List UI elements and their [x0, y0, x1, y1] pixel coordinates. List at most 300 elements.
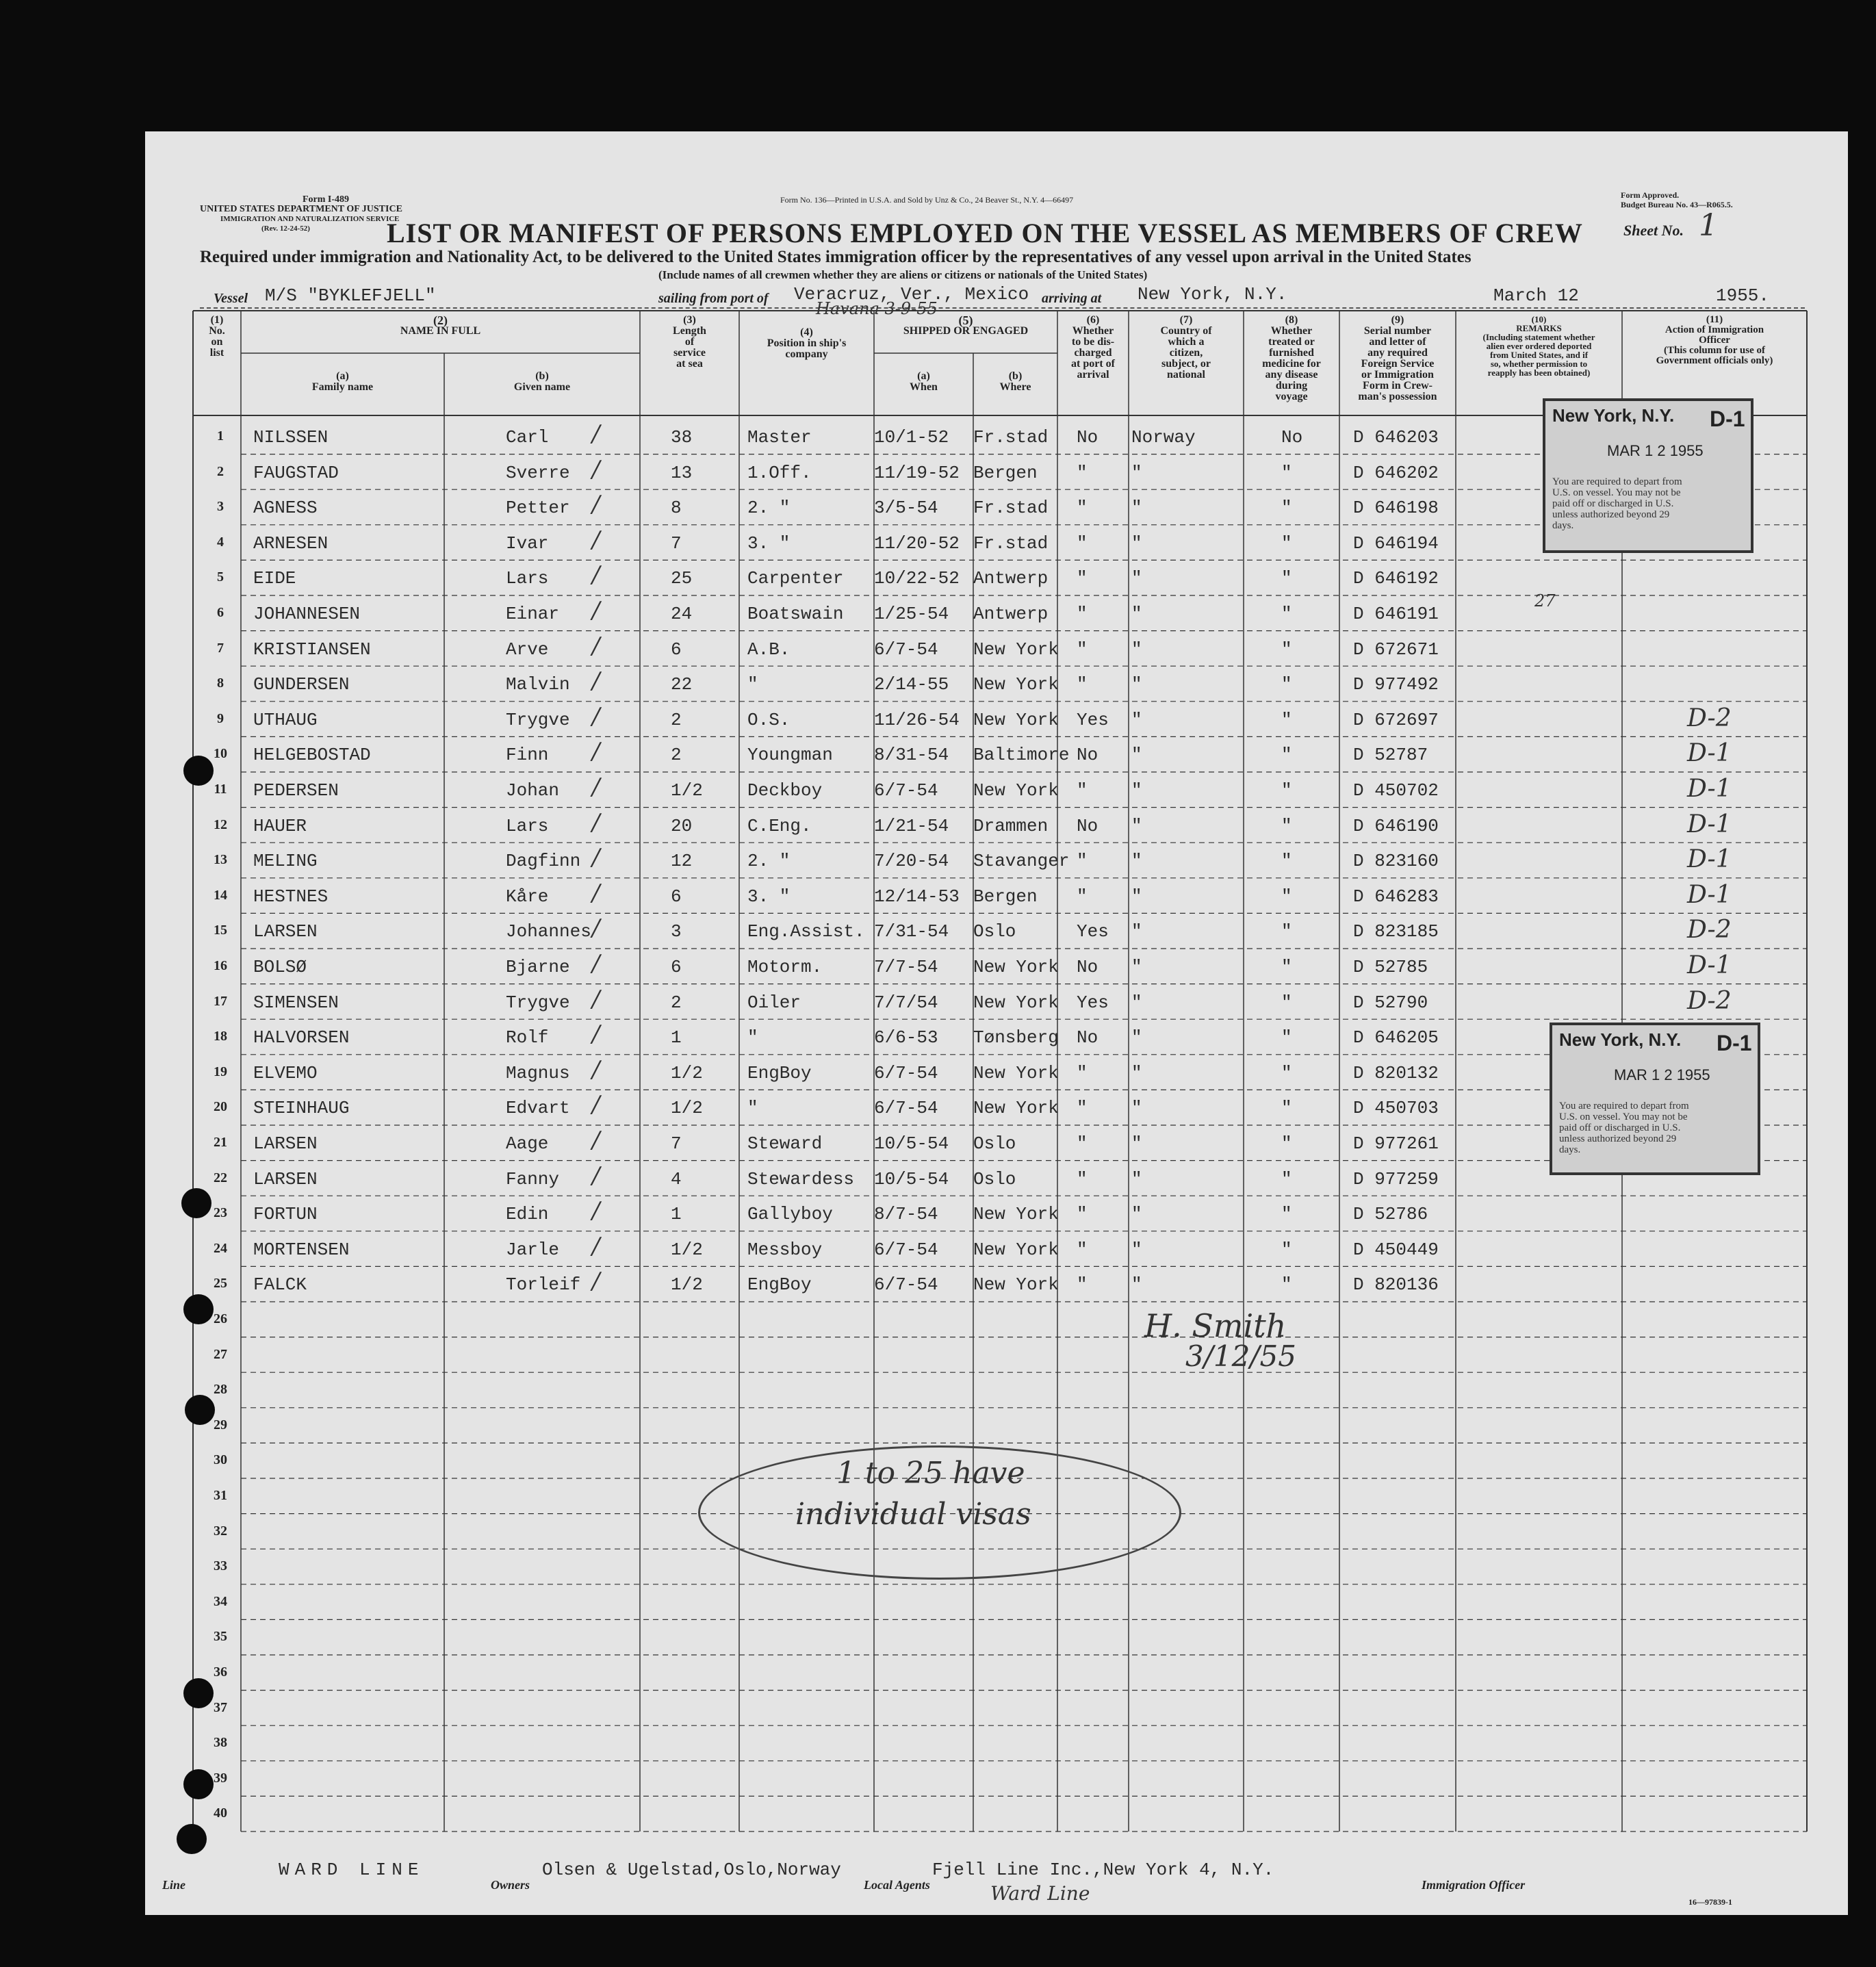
crew-family-name: BOLSØ — [253, 957, 307, 977]
crew-position: Youngman — [747, 745, 833, 766]
crew-country: " — [1131, 1274, 1142, 1296]
column-header-text: (1) — [210, 314, 224, 326]
column-header-text: Whether — [1270, 325, 1313, 337]
printer-line: Form No. 136—Printed in U.S.A. and Sold by Unz & Co., 24 Beaver St., N.Y. 4—66497 — [780, 195, 1074, 205]
form-revision: (Rev. 12-24-52) — [261, 224, 310, 233]
crew-position: 2. " — [747, 498, 791, 519]
crew-family-name: AGNESS — [253, 498, 318, 519]
column-header-text: Serial number — [1363, 325, 1432, 337]
crew-discharged: " — [1077, 568, 1088, 589]
crew-serial-number: D 646192 — [1353, 568, 1439, 589]
crew-shipped-where: Oslo — [973, 1133, 1016, 1154]
crew-service-length: 6 — [671, 957, 682, 977]
column-header-text: (a) — [917, 370, 930, 382]
column-header-text: (b) — [535, 370, 549, 382]
crew-treated: " — [1281, 532, 1292, 554]
column-header-text: which a — [1168, 336, 1205, 348]
column-header-text: alien ever ordered deported — [1486, 341, 1592, 351]
crew-country: " — [1131, 780, 1142, 801]
crew-given-name: Jarle — [506, 1239, 560, 1260]
column-header-text: Government officials only) — [1656, 355, 1773, 366]
punch-hole — [183, 1294, 214, 1324]
crew-treated: " — [1281, 462, 1292, 483]
crew-shipped-when: 12/14-53 — [874, 886, 960, 907]
crew-serial-number: D 646283 — [1353, 886, 1439, 907]
stamp-date: MAR 1 2 1955 — [1607, 442, 1704, 459]
crew-service-length: 1/2 — [671, 1098, 703, 1119]
page-title: LIST OR MANIFEST OF PERSONS EMPLOYED ON THE VESSEL AS MEMBERS OF CREW — [387, 218, 1583, 248]
crew-serial-number: D 646203 — [1353, 427, 1439, 448]
check-mark-icon: / — [592, 1055, 600, 1083]
crew-discharged: No — [1077, 1027, 1098, 1049]
crew-treated: " — [1281, 921, 1292, 942]
row-number: 7 — [217, 640, 224, 656]
approval-line-1: Form Approved. — [1621, 190, 1680, 200]
crew-serial-number: D 52790 — [1353, 992, 1428, 1013]
column-header-text: (9) — [1391, 314, 1404, 326]
crew-given-name: Lars — [506, 815, 549, 836]
column-header-text: national — [1166, 369, 1205, 381]
sheet-number: 1 — [1699, 208, 1718, 243]
column-header-text: REMARKS — [1516, 323, 1562, 333]
crew-shipped-when: 7/20-54 — [874, 851, 949, 872]
row-number: 2 — [217, 463, 224, 479]
column-header-text: and letter of — [1369, 336, 1426, 348]
crew-service-length: 6 — [671, 886, 682, 907]
check-mark-icon: / — [592, 667, 600, 695]
crew-discharged: No — [1077, 745, 1098, 766]
crew-country: " — [1131, 851, 1142, 872]
crew-country: " — [1131, 921, 1142, 942]
crew-serial-number: D 820136 — [1353, 1274, 1439, 1296]
column-header-text: treated or — [1268, 336, 1315, 348]
column-header-text: service — [673, 347, 706, 359]
crew-family-name: HELGEBOSTAD — [253, 745, 371, 766]
crew-treated: " — [1281, 639, 1292, 660]
crew-discharged: " — [1077, 674, 1088, 695]
include-note: (Include names of all crewmen whether they are aliens or citizens or nationals of the United States) — [658, 268, 1148, 281]
crew-given-name: Johan — [506, 780, 560, 801]
crew-country: " — [1131, 1133, 1142, 1154]
row-number: 26 — [214, 1311, 227, 1326]
column-header-text: during — [1275, 380, 1308, 391]
crew-given-name: Finn — [506, 745, 549, 766]
page-subtitle: Required under immigration and Nationality Act, to be delivered to the United States immigration officer by the representatives of any vessel upon arrival in the United States — [200, 248, 1472, 266]
crew-shipped-when: 6/6-53 — [874, 1027, 938, 1049]
crew-country: " — [1131, 639, 1142, 660]
crew-country: " — [1131, 1098, 1142, 1119]
crew-discharged: " — [1077, 780, 1088, 801]
crew-family-name: HALVORSEN — [253, 1027, 350, 1049]
crew-position: Stewardess — [747, 1168, 855, 1190]
crew-given-name: Magnus — [506, 1062, 570, 1083]
crew-serial-number: D 672697 — [1353, 709, 1439, 730]
crew-family-name: ELVEMO — [253, 1062, 318, 1083]
crew-country: " — [1131, 532, 1142, 554]
crew-service-length: 24 — [671, 604, 693, 624]
immigration-action-code: D-2 — [1687, 916, 1732, 944]
crew-service-length: 6 — [671, 639, 682, 660]
crew-service-length: 3 — [671, 921, 682, 942]
crew-position: " — [747, 674, 758, 695]
row-number: 15 — [214, 923, 227, 938]
punch-hole — [183, 1769, 214, 1799]
crew-family-name: HAUER — [253, 815, 307, 836]
crew-serial-number: D 977492 — [1353, 674, 1439, 695]
check-mark-icon: / — [592, 597, 600, 624]
crew-shipped-where: New York — [973, 1062, 1059, 1083]
crew-discharged: Yes — [1077, 709, 1109, 730]
row-number: 8 — [217, 676, 224, 691]
crew-serial-number: D 823185 — [1353, 921, 1439, 942]
column-header-text: Foreign Service — [1361, 358, 1435, 370]
crew-discharged: " — [1077, 1239, 1088, 1260]
vessel-name: M/S "BYKLEFJELL" — [265, 285, 436, 306]
crew-family-name: MELING — [253, 851, 318, 872]
crew-treated: " — [1281, 992, 1292, 1013]
signature-date: 3/12/55 — [1185, 1339, 1296, 1373]
column-header-text: at sea — [676, 358, 703, 370]
vessel-label: Vessel — [214, 291, 248, 306]
check-mark-icon: / — [592, 420, 600, 448]
crew-given-name: Dagfinn — [506, 851, 581, 872]
punch-hole — [177, 1824, 207, 1854]
crew-discharged: " — [1077, 604, 1088, 624]
crew-discharged: No — [1077, 957, 1098, 977]
crew-shipped-when: 10/22-52 — [874, 568, 960, 589]
check-mark-icon: / — [592, 1020, 600, 1049]
agents-value: Fjell Line Inc.,New York 4, N.Y. — [932, 1860, 1274, 1880]
column-header-text: No. — [209, 325, 225, 337]
sheet-label: Sheet No. — [1623, 222, 1684, 239]
column-header-text: SHIPPED OR ENGAGED — [903, 325, 1029, 337]
crew-family-name: FORTUN — [253, 1204, 318, 1225]
crew-position: " — [747, 1027, 758, 1049]
crew-service-length: 1/2 — [671, 1274, 703, 1296]
column-header-text: (2) — [433, 313, 448, 327]
crew-country: " — [1131, 1239, 1142, 1260]
check-mark-icon: / — [592, 1127, 600, 1154]
column-header-text: furnished — [1269, 347, 1314, 359]
crew-serial-number: D 646190 — [1353, 815, 1439, 836]
check-mark-icon: / — [592, 632, 600, 660]
owners-value: Olsen & Ugelstad,Oslo,Norway — [542, 1860, 841, 1880]
crew-service-length: 25 — [671, 568, 693, 589]
crew-country: " — [1131, 957, 1142, 977]
stamp-text: You are required to depart from U.S. on vessel. You may not be paid off or discharged in U.S. unless authorized beyond 29 days. — [1552, 476, 1682, 531]
check-mark-icon: / — [592, 561, 600, 589]
check-mark-icon: / — [592, 773, 600, 801]
crew-shipped-where: Fr.stad — [973, 427, 1049, 448]
sailing-port: Veracruz, Ver., Mexico — [794, 284, 1029, 305]
crew-country: " — [1131, 674, 1142, 695]
agents-label: Local Agents — [864, 1878, 930, 1892]
row-number: 20 — [214, 1099, 227, 1115]
arriving-label: arriving at — [1042, 291, 1102, 306]
crew-given-name: Trygve — [506, 709, 570, 730]
crew-country: " — [1131, 498, 1142, 519]
crew-serial-number: D 977261 — [1353, 1133, 1439, 1154]
crew-discharged: " — [1077, 886, 1088, 907]
crew-given-name: Ivar — [506, 532, 549, 554]
row-number: 28 — [214, 1382, 227, 1398]
crew-shipped-where: Baltimore — [973, 745, 1070, 766]
stamp-code: D-1 — [1710, 407, 1745, 431]
column-header-text: NAME IN FULL — [400, 325, 481, 337]
crew-discharged: " — [1077, 532, 1088, 554]
row-number: 32 — [214, 1523, 227, 1539]
crew-country: " — [1131, 1062, 1142, 1083]
row-number: 37 — [214, 1699, 227, 1715]
crew-shipped-where: New York — [973, 780, 1059, 801]
crew-shipped-when: 3/5-54 — [874, 498, 938, 519]
crew-shipped-where: Oslo — [973, 921, 1016, 942]
row-number: 29 — [214, 1417, 227, 1432]
crew-shipped-where: Antwerp — [973, 568, 1049, 589]
check-mark-icon: / — [592, 879, 600, 907]
crew-shipped-where: Tønsberg — [973, 1027, 1059, 1049]
crew-serial-number: D 450703 — [1353, 1098, 1439, 1119]
crew-shipped-when: 10/1-52 — [874, 427, 949, 448]
crew-treated: " — [1281, 568, 1292, 589]
row-number: 25 — [214, 1276, 227, 1291]
column-header-text: Whether — [1072, 325, 1114, 337]
arriving-port: New York, N.Y. — [1138, 284, 1287, 305]
column-header-text: Country of — [1160, 325, 1212, 337]
check-mark-icon: / — [592, 738, 600, 766]
crew-discharged: " — [1077, 639, 1088, 660]
immigration-action-code: D-2 — [1687, 704, 1732, 732]
crew-position: C.Eng. — [747, 815, 812, 836]
punch-hole — [185, 1395, 215, 1425]
crew-discharged: " — [1077, 498, 1088, 519]
row-number: 40 — [214, 1805, 227, 1821]
crew-given-name: Arve — [506, 639, 549, 660]
crew-discharged: " — [1077, 1098, 1088, 1119]
crew-position: Boatswain — [747, 604, 844, 624]
crew-family-name: KRISTIANSEN — [253, 639, 371, 660]
sailing-label: sailing from port of — [658, 291, 769, 306]
crew-treated: " — [1281, 1274, 1292, 1296]
crew-shipped-when: 6/7-54 — [874, 1062, 938, 1083]
owners-label: Owners — [491, 1878, 530, 1892]
crew-given-name: Carl — [506, 427, 549, 448]
check-mark-icon: / — [592, 455, 600, 483]
oval-note-line-1: 1 to 25 have — [836, 1456, 1025, 1491]
crew-family-name: GUNDERSEN — [253, 674, 350, 695]
service-name: IMMIGRATION AND NATURALIZATION SERVICE — [220, 215, 400, 223]
crew-service-length: 2 — [671, 709, 682, 730]
crew-service-length: 7 — [671, 532, 682, 554]
crew-shipped-where: New York — [973, 1239, 1059, 1260]
crew-given-name: Rolf — [506, 1027, 549, 1049]
crew-shipped-where: New York — [973, 674, 1059, 695]
approval-line-2: Budget Bureau No. 43—R065.5. — [1621, 200, 1733, 209]
crew-discharged: No — [1077, 815, 1098, 836]
crew-family-name: FAUGSTAD — [253, 462, 339, 483]
officer-label: Immigration Officer — [1422, 1878, 1526, 1892]
crew-country: " — [1131, 1168, 1142, 1190]
row-number: 19 — [214, 1064, 227, 1079]
crew-shipped-where: Bergen — [973, 886, 1038, 907]
crew-given-name: Edin — [506, 1204, 549, 1225]
column-header-text: company — [785, 348, 828, 360]
crew-shipped-when: 1/21-54 — [874, 815, 949, 836]
punch-hole — [183, 756, 214, 786]
column-header-text: (10) — [1531, 314, 1547, 324]
crew-shipped-when: 7/7/54 — [874, 992, 938, 1013]
crew-discharged: Yes — [1077, 921, 1109, 942]
crew-given-name: Fanny — [506, 1168, 560, 1190]
crew-treated: " — [1281, 1133, 1292, 1154]
crew-shipped-when: 6/7-54 — [874, 639, 938, 660]
crew-position: 3. " — [747, 886, 791, 907]
crew-given-name: Kåre — [506, 886, 549, 907]
crew-family-name: MORTENSEN — [253, 1239, 350, 1260]
column-header-text: Where — [999, 381, 1031, 393]
crew-treated: " — [1281, 1239, 1292, 1260]
row-number: 1 — [217, 428, 224, 443]
column-header-text: any disease — [1265, 369, 1318, 381]
column-header-text: Form in Crew- — [1363, 380, 1432, 391]
crew-shipped-when: 8/7-54 — [874, 1204, 938, 1225]
row-number: 30 — [214, 1452, 227, 1468]
crew-treated: " — [1281, 780, 1292, 801]
crew-given-name: Sverre — [506, 462, 570, 483]
column-header-text: Given name — [513, 381, 571, 393]
row-number: 17 — [214, 993, 227, 1009]
crew-shipped-where: Drammen — [973, 815, 1049, 836]
remark-mark: 27 — [1534, 591, 1556, 610]
crew-position: Deckboy — [747, 780, 823, 801]
row-number: 9 — [217, 710, 224, 726]
crew-country: " — [1131, 745, 1142, 766]
check-mark-icon: / — [592, 808, 600, 836]
row-number: 12 — [214, 817, 227, 832]
crew-given-name: Bjarne — [506, 957, 570, 977]
check-mark-icon: / — [592, 1161, 600, 1190]
crew-discharged: " — [1077, 1204, 1088, 1225]
check-mark-icon: / — [592, 844, 600, 872]
crew-given-name: Lars — [506, 568, 549, 589]
crew-service-length: 1/2 — [671, 1062, 703, 1083]
crew-country: " — [1131, 1204, 1142, 1225]
column-header-text: of — [684, 336, 695, 348]
crew-serial-number: D 646194 — [1353, 532, 1439, 554]
crew-country: " — [1131, 568, 1142, 589]
crew-shipped-where: Fr.stad — [973, 498, 1049, 519]
immigration-action-code: D-1 — [1687, 810, 1732, 838]
row-number: 13 — [214, 852, 227, 868]
column-header-text: (8) — [1285, 314, 1298, 326]
column-header-text: (This column for use of — [1663, 345, 1766, 356]
crew-country: " — [1131, 604, 1142, 624]
crew-shipped-when: 11/20-52 — [874, 532, 960, 554]
crew-family-name: SIMENSEN — [253, 992, 339, 1013]
crew-position: Oiler — [747, 992, 801, 1013]
form-number: Form I-489 — [303, 194, 350, 205]
crew-country: " — [1131, 462, 1142, 483]
crew-family-name: FALCK — [253, 1274, 307, 1296]
column-header-text: Family name — [311, 381, 374, 393]
crew-shipped-when: 7/7-54 — [874, 957, 938, 977]
oval-note-line-2: individual visas — [795, 1497, 1031, 1532]
check-mark-icon: / — [592, 1197, 600, 1225]
crew-family-name: EIDE — [253, 568, 296, 589]
crew-service-length: 1/2 — [671, 780, 703, 801]
crew-service-length: 22 — [671, 674, 693, 695]
crew-serial-number: D 450449 — [1353, 1239, 1439, 1260]
crew-position: 3. " — [747, 532, 791, 554]
row-number: 36 — [214, 1664, 227, 1680]
crew-service-length: 12 — [671, 851, 693, 872]
row-number: 34 — [214, 1593, 227, 1609]
check-mark-icon: / — [592, 914, 600, 942]
crew-position: Gallyboy — [747, 1204, 833, 1225]
crew-position: O.S. — [747, 709, 791, 730]
crew-family-name: PEDERSEN — [253, 780, 339, 801]
crew-serial-number: D 646191 — [1353, 604, 1439, 624]
row-number: 21 — [214, 1135, 227, 1150]
row-number: 4 — [217, 534, 224, 550]
crew-serial-number: D 52786 — [1353, 1204, 1428, 1225]
column-header-text: Position in ship's — [767, 337, 847, 349]
crew-country: " — [1131, 1027, 1142, 1049]
crew-treated: " — [1281, 1027, 1292, 1049]
crew-serial-number: D 823160 — [1353, 851, 1439, 872]
column-header-text: Officer — [1699, 335, 1730, 346]
crew-shipped-when: 6/7-54 — [874, 1239, 938, 1260]
crew-position: 1.Off. — [747, 462, 812, 483]
crew-discharged: " — [1077, 1062, 1088, 1083]
crew-given-name: Petter — [506, 498, 570, 519]
arrival-date: March 12 — [1493, 285, 1579, 306]
column-header-text: man's possession — [1358, 391, 1437, 402]
crew-treated: " — [1281, 1168, 1292, 1190]
column-header-text: charged — [1074, 347, 1112, 359]
crew-serial-number: D 450702 — [1353, 780, 1439, 801]
crew-shipped-when: 7/31-54 — [874, 921, 949, 942]
crew-shipped-where: New York — [973, 1098, 1059, 1119]
column-header-text: or Immigration — [1361, 369, 1434, 381]
crew-position: Messboy — [747, 1239, 823, 1260]
row-number: 27 — [214, 1346, 227, 1362]
crew-given-name: Aage — [506, 1133, 549, 1154]
crew-service-length: 1/2 — [671, 1239, 703, 1260]
crew-shipped-where: Oslo — [973, 1168, 1016, 1190]
column-header-text: (4) — [800, 326, 813, 338]
row-number: 24 — [214, 1240, 227, 1256]
crew-service-length: 1 — [671, 1204, 682, 1225]
row-number: 39 — [214, 1770, 227, 1786]
immigration-action-code: D-2 — [1687, 986, 1732, 1015]
agents-handwritten: Ward Line — [990, 1882, 1090, 1905]
row-number: 10 — [214, 746, 227, 762]
manifest-sheet — [145, 131, 1848, 1915]
crew-serial-number: D 672671 — [1353, 639, 1439, 660]
crew-shipped-where: Antwerp — [973, 604, 1049, 624]
immigration-action-code: D-1 — [1687, 845, 1732, 874]
row-number: 11 — [214, 782, 227, 797]
row-number: 33 — [214, 1558, 227, 1574]
crew-family-name: ARNESEN — [253, 532, 329, 554]
crew-discharged: " — [1077, 851, 1088, 872]
crew-given-name: Trygve — [506, 992, 570, 1013]
immigration-action-code: D-1 — [1687, 775, 1732, 803]
immigration-action-code: D-1 — [1687, 739, 1732, 768]
column-header-text: voyage — [1275, 391, 1308, 402]
crew-shipped-when: 10/5-54 — [874, 1133, 949, 1154]
